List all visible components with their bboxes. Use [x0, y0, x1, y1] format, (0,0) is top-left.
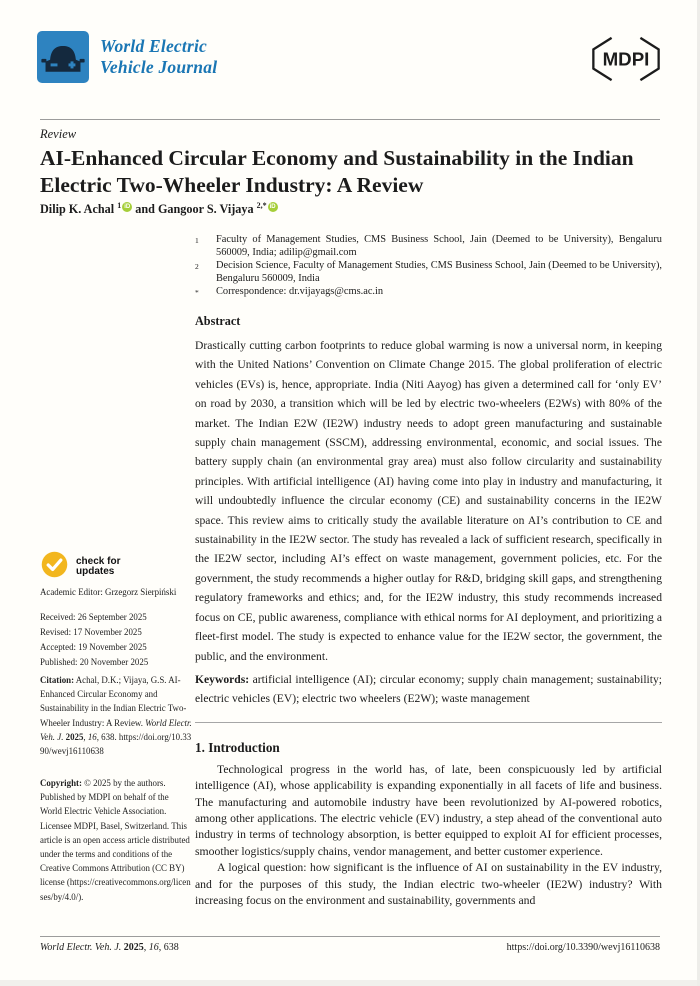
mdpi-logo-text: MDPI: [602, 48, 650, 70]
affiliation-text: [216, 233, 662, 259]
footer-divider: [40, 936, 660, 937]
affiliation-2-text: Decision Science, Faculty of Management Studies, CMS Business School, Jain (Deemed to be University), Bengaluru 560009, India: [216, 260, 662, 284]
citation-separator: ,: [83, 731, 88, 742]
check-for-updates-label: check for updates: [76, 555, 121, 577]
journal-logo: [37, 31, 217, 83]
citation-label: Citation:: [40, 675, 75, 685]
affiliation-row: [195, 259, 662, 285]
intro-paragraph-1: Technological progress in the world has, of late, been conspicuously led by artificial intelligence (AI), whose applicability is expanding exponentially in all facets of life and business. The manufacturing and automobile industry have been revolutionized by AI-powered robotics, among other applications. The electric vehicle (EV) industry, a step ahead of the conventional auto industry in terms of technology absorption, is better equipped to exploit AI for efficient processes, smoother logistics/supply chains, vendor management, and better customer experience.: [195, 762, 662, 858]
received-date: Received: 26 September 2025: [40, 612, 147, 622]
academic-editor-line: Academic Editor: Grzegorz Sierpiński: [40, 587, 177, 597]
published-date: Published: 20 November 2025: [40, 657, 149, 667]
affiliation-marker: 1: [195, 236, 199, 245]
footer-year: 2025: [123, 942, 144, 953]
affiliation-text: [216, 259, 662, 285]
page-title: AI-Enhanced Circular Economy and Sustainability in the Indian Electric Two-Wheeler Industry: A Review: [40, 146, 634, 197]
keywords-text: artificial intelligence (AI); circular economy; supply chain management; sustainability; electric vehicles (EV); electric two wheelers (E2W); waste management: [195, 672, 662, 706]
copyright-label: Copyright:: [40, 778, 82, 788]
mdpi-logo: [585, 35, 667, 88]
author-1-email-link[interactable]: adilip@gmail.com: [279, 247, 357, 258]
ev-car-icon: [37, 31, 89, 83]
correspondence-email-link[interactable]: dr.vijayags@cms.ac.in: [289, 286, 384, 297]
affiliation-marker: 2: [195, 262, 199, 271]
footer-separator: ,: [143, 942, 149, 953]
keywords-label: Keywords:: [195, 672, 250, 686]
citation-journal: World Electr. Veh. J.: [40, 717, 192, 742]
footer-journal-name: World Electr. Veh. J.: [40, 942, 122, 953]
author-2-superscript: 2,*: [256, 201, 267, 210]
accepted-date: Accepted: 19 November 2025: [40, 642, 147, 652]
affiliation-row: [195, 233, 662, 259]
citation-year: 2025: [65, 731, 84, 742]
keywords-line: [195, 670, 662, 709]
journal-name: World Electric Vehicle Journal: [100, 36, 218, 77]
author-1-name: Dilip K. Achal: [40, 202, 115, 217]
affiliation-row: [195, 285, 662, 299]
authors-connector: and: [135, 202, 155, 217]
page-edge: [0, 980, 697, 986]
article-history: [40, 610, 192, 670]
citation-volume: 16: [87, 731, 97, 742]
citation-doi-link[interactable]: https://doi.org/10.3390/wevj16110638: [40, 731, 192, 757]
affiliation-marker: *: [195, 288, 199, 297]
copyright-text: © 2025 by the authors. Published by MDPI on behalf of the World Electric Vehicle Association. Licensee MDPI, Basel, Switzerland. This article is an open access article distributed under the terms and conditions of the Creative Commons Attribution (CC BY) license (: [40, 778, 190, 888]
orcid-icon[interactable]: iD: [124, 204, 131, 210]
abstract-text: Drastically cutting carbon footprints to reduce global warming is now a universal norm, in keeping with the United Nations’ Convention on Climate Change 2015. The global proliferation of electric vehicles (EVs) is, hence, appropriate. India (Niti Aayog) has given a determined call for ‘only EV’ on road by 2030, a transition which will be led by electric two-wheelers (E2Ws) with 80% of the market. The Indian E2W (IE2W) industry needs to adopt green manufacturing and sustainable supply chain management (SSCM), addressing environmental, economic, and social issues. The battery supply chain (an environmental gray area) must also follow circularity and sustainability principles. With artificial intelligence (AI) having come into play in industry and manufacturing, it will undoubtedly influence the circular economy (CE) and sustainability concerns in the IE2W space. This review aims to critically study the available literature on AI’s contribution to CE and sustainability in the IE2W sector. The study has revealed a lack of sufficient research, specifically in the IE2W sector, including AI’s effect on waste management, government policies, etc. For the government, the study recommends a higher outlay for R&D, bridging skill gaps, and strengthening regulatory frameworks and ethics; and, for the IE2W industry, this study recommends increased focus on CE, public awareness, compliance with ethical norms for AI deployment, and prioritizing a fleet-first model. The study is expected to enhance value for the IE2W sector, the government, the public, and the environment.: [195, 339, 662, 663]
footer-journal-reference: [40, 942, 179, 953]
intro-paragraph-2: A logical question: how significant is the influence of AI on sustainability in the EV industry, and for the purposes of this study, the Indian electric two-wheeler (IE2W) industry? With increasing focus on the environment and sustainability, governments and: [195, 861, 662, 907]
copyright-text-end: ).: [78, 891, 84, 902]
section-divider: [195, 722, 662, 723]
page-footer: [40, 942, 660, 953]
footer-volume: 16: [148, 942, 159, 953]
main-column: [195, 233, 662, 909]
header-divider: [40, 119, 660, 120]
correspondence-label: Correspondence:: [216, 286, 289, 297]
affiliation-text: [216, 285, 383, 299]
author-2-name: Gangoor S. Vijaya: [157, 202, 254, 217]
affiliation-1-text: Faculty of Management Studies, CMS Business School, Jain (Deemed to be University), Bengaluru 560009, India;: [216, 234, 662, 258]
orcid-icon[interactable]: iD: [269, 204, 276, 210]
revised-date: Revised: 17 November 2025: [40, 627, 142, 637]
citation-block: [40, 673, 192, 758]
license-url-link[interactable]: https://creativecommons.org/licenses/by/4.0/: [40, 877, 191, 902]
page-header: [37, 31, 667, 88]
footer-page: , 638: [158, 942, 179, 953]
abstract-heading: Abstract: [195, 314, 241, 328]
citation-text: Achal, D.K.; Vijaya, G.S. AI-Enhanced Circular Economy and Sustainability in the Indian Electric Two-Wheeler Industry: A Review.: [40, 675, 187, 728]
citation-page: , 638.: [96, 731, 117, 742]
check-circle-icon: [40, 550, 69, 584]
check-for-updates-badge[interactable]: [40, 550, 120, 584]
author-1-superscript: 1: [117, 201, 122, 210]
section-heading-introduction: 1. Introduction: [195, 739, 280, 755]
authors-line: [40, 201, 278, 217]
article-type-label: Review: [40, 127, 77, 141]
footer-doi-link[interactable]: https://doi.org/10.3390/wevj16110638: [506, 942, 660, 953]
copyright-block: [40, 776, 192, 904]
